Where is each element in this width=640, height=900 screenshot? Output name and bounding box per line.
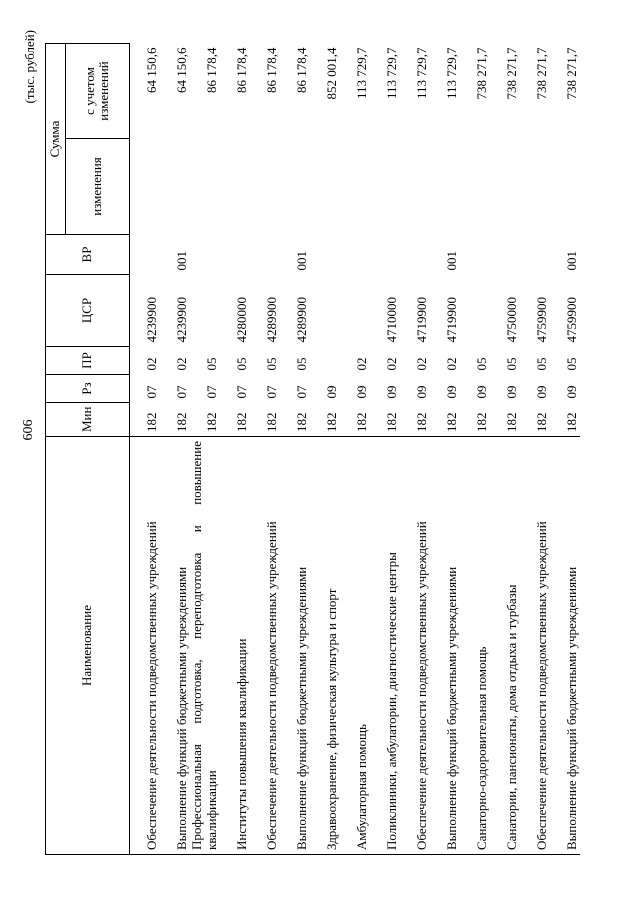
table-row (220, 44, 250, 855)
cell-min: 182 (144, 412, 159, 432)
cell-vr: 001 (564, 251, 579, 271)
table-row (280, 44, 310, 855)
cell-vr: 001 (294, 251, 309, 271)
cell-csr (460, 275, 490, 347)
cell-csr: 4750000 (504, 297, 519, 343)
cell-min: 182 (444, 412, 459, 432)
cell-pr: 05 (534, 357, 549, 371)
table-row (160, 44, 190, 855)
cell-vr: 001 (174, 251, 189, 271)
cell-total: 86 178,4 (294, 47, 309, 93)
cell-change (340, 139, 370, 235)
cell-csr: 4759900 (534, 297, 549, 343)
header-sum: Сумма (46, 44, 66, 235)
cell-pr: 02 (354, 357, 369, 371)
cell-total: 113 729,7 (354, 47, 369, 100)
cell-name: Амбулаторная помощь (340, 437, 370, 855)
table-row (550, 44, 580, 855)
cell-pr: 05 (204, 357, 219, 371)
cell-rz: 09 (564, 385, 579, 399)
cell-rz: 09 (504, 385, 519, 399)
cell-csr (190, 275, 220, 347)
cell-pr: 02 (414, 357, 429, 371)
cell-pr (310, 347, 340, 375)
cell-change (310, 139, 340, 235)
cell-pr: 05 (294, 357, 309, 371)
cell-rz: 07 (294, 385, 309, 399)
cell-csr: 4719900 (444, 297, 459, 343)
table-row (430, 44, 460, 855)
cell-name: Санаторно-оздоровительная помощь (460, 437, 490, 855)
header-with-change: с учетом изменений (65, 44, 129, 139)
header-name: Наименование (46, 437, 130, 855)
cell-vr (400, 235, 430, 275)
cell-min: 182 (564, 412, 579, 432)
cell-vr (340, 235, 370, 275)
cell-vr: 001 (444, 251, 459, 271)
cell-total: 64 150,6 (144, 47, 159, 93)
table-row (310, 44, 340, 855)
table-row (190, 44, 220, 855)
cell-name: Выполнение функций бюджетными учреждениями (550, 437, 580, 855)
cell-pr: 05 (564, 357, 579, 371)
cell-min: 182 (174, 412, 189, 432)
table-row (340, 44, 370, 855)
cell-min: 182 (294, 412, 309, 432)
cell-rz: 07 (264, 385, 279, 399)
cell-change (550, 139, 580, 235)
cell-pr: 02 (174, 357, 189, 371)
cell-min: 182 (414, 412, 429, 432)
cell-csr: 4289900 (264, 297, 279, 343)
cell-csr (340, 275, 370, 347)
cell-min: 182 (264, 412, 279, 432)
cell-change (460, 139, 490, 235)
cell-pr: 05 (234, 357, 249, 371)
cell-name: Обеспечение деятельности подведомственных учреждений (250, 437, 280, 855)
cell-change (220, 139, 250, 235)
cell-min: 182 (384, 412, 399, 432)
cell-name: Обеспечение деятельности подведомственных учреждений (520, 437, 550, 855)
cell-change (400, 139, 430, 235)
cell-name: Выполнение функций бюджетными учреждениями (280, 437, 310, 855)
table-row (520, 44, 550, 855)
cell-vr (460, 235, 490, 275)
cell-name: Поликлиники, амбулатории, диагностические центры (370, 437, 400, 855)
cell-total: 113 729,7 (384, 47, 399, 100)
table-row (490, 44, 520, 855)
cell-min: 182 (354, 412, 369, 432)
cell-change (370, 139, 400, 235)
cell-rz: 09 (474, 385, 489, 399)
table-row (250, 44, 280, 855)
cell-rz: 07 (174, 385, 189, 399)
cell-csr: 4280000 (234, 297, 249, 343)
table-row (460, 44, 490, 855)
cell-total: 86 178,4 (204, 47, 219, 93)
cell-vr (190, 235, 220, 275)
cell-total: 852 001,4 (324, 47, 339, 100)
cell-vr (310, 235, 340, 275)
table-body (129, 44, 580, 855)
cell-total: 86 178,4 (264, 47, 279, 93)
cell-pr: 02 (384, 357, 399, 371)
cell-min: 182 (324, 412, 339, 432)
cell-rz: 09 (384, 385, 399, 399)
cell-name: Обеспечение деятельности подведомственных учреждений (400, 437, 430, 855)
cell-min: 182 (534, 412, 549, 432)
cell-vr (220, 235, 250, 275)
cell-pr: 05 (474, 357, 489, 371)
cell-total: 113 729,7 (414, 47, 429, 100)
cell-rz: 09 (414, 385, 429, 399)
cell-change (190, 139, 220, 235)
cell-total: 64 150,6 (174, 47, 189, 93)
cell-change (280, 139, 310, 235)
cell-change (160, 139, 190, 235)
table-row (400, 44, 430, 855)
cell-pr: 02 (144, 357, 159, 371)
cell-csr: 4759900 (564, 297, 579, 343)
cell-rz: 09 (354, 385, 369, 399)
cell-rz: 09 (444, 385, 459, 399)
cell-rz: 07 (204, 385, 219, 399)
cell-change (490, 139, 520, 235)
cell-name: Санатории, пансионаты, дома отдыха и турбазы (490, 437, 520, 855)
cell-rz: 09 (324, 385, 339, 399)
cell-vr (520, 235, 550, 275)
cell-total: 113 729,7 (444, 47, 459, 100)
cell-vr (370, 235, 400, 275)
header-change: изменения (65, 139, 129, 235)
cell-vr (250, 235, 280, 275)
cell-csr: 4289900 (294, 297, 309, 343)
cell-change (250, 139, 280, 235)
cell-total: 86 178,4 (234, 47, 249, 93)
cell-name: Институты повышения квалификации (220, 437, 250, 855)
cell-pr: 05 (264, 357, 279, 371)
cell-change (520, 139, 550, 235)
cell-total: 738 271,7 (564, 47, 579, 100)
cell-vr (490, 235, 520, 275)
cell-pr: 05 (504, 357, 519, 371)
table-row (129, 44, 160, 855)
cell-vr (129, 235, 160, 275)
header-csr: ЦСР (46, 275, 130, 347)
cell-total: 738 271,7 (534, 47, 549, 100)
cell-change (129, 139, 160, 235)
cell-csr (310, 275, 340, 347)
cell-rz: 09 (534, 385, 549, 399)
cell-name: Обеспечение деятельности подведомственных учреждений (129, 437, 160, 855)
header-vr: ВР (46, 235, 130, 275)
cell-pr: 02 (444, 357, 459, 371)
cell-min: 182 (474, 412, 489, 432)
units-label: (тыс. рублей) (22, 30, 37, 104)
cell-rz: 07 (234, 385, 249, 399)
cell-min: 182 (204, 412, 219, 432)
cell-name: Выполнение функций бюджетными учреждениями (430, 437, 460, 855)
cell-csr: 4710000 (384, 297, 399, 343)
cell-name: Здравоохранение, физическая культура и спорт (310, 437, 340, 855)
cell-total: 738 271,7 (504, 47, 519, 100)
table-row (370, 44, 400, 855)
page-number: 606 (21, 419, 36, 441)
cell-csr: 4719900 (414, 297, 429, 343)
cell-name: Выполнение функций бюджетными учреждениями (160, 437, 190, 855)
cell-min: 182 (504, 412, 519, 432)
header-rz: Рз (46, 375, 130, 403)
header-pr: ПР (46, 347, 130, 375)
cell-name: Профессиональная подготовка, переподготовка и повышение квалификации (190, 437, 220, 855)
cell-csr: 4239900 (174, 297, 189, 343)
header-min: Мин (46, 403, 130, 437)
cell-csr: 4239900 (144, 297, 159, 343)
cell-min: 182 (234, 412, 249, 432)
budget-table (45, 43, 580, 855)
cell-total: 738 271,7 (474, 47, 489, 100)
cell-rz: 07 (144, 385, 159, 399)
cell-change (430, 139, 460, 235)
